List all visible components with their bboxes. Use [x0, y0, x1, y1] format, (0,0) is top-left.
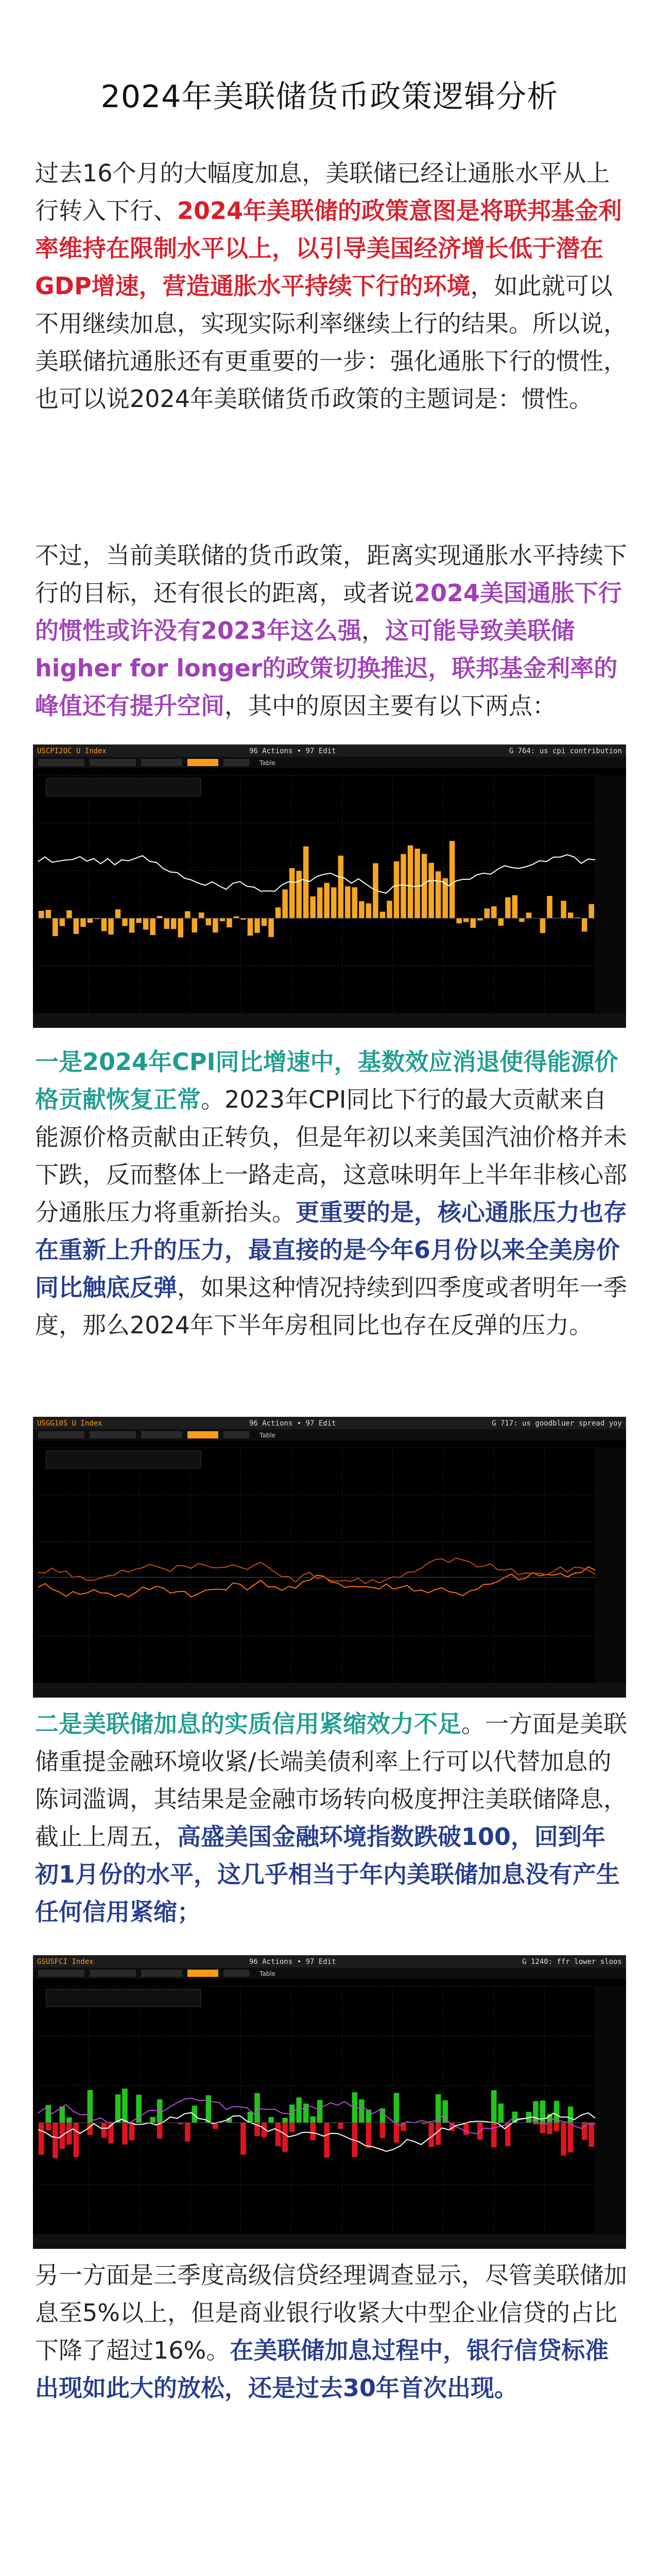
chart-bar [338, 2123, 344, 2129]
chart-bar [178, 918, 184, 937]
chart-bar [449, 841, 455, 918]
chart-bar [268, 918, 274, 937]
chart-bar [540, 918, 546, 933]
paragraph-1 [35, 155, 627, 418]
chart-bar [275, 2123, 281, 2146]
chart-bar [248, 918, 253, 936]
chart-bar [143, 918, 149, 929]
toolbar-field[interactable] [223, 1431, 249, 1438]
chart-bar [387, 901, 392, 918]
p1-run-2: ，如此就可以不用继续加息，实现实际利率继续上行的结果。所以说，美联储抗通胀还有更重要的一步：强化通胀下行的惯性，也可以说2024年美联储货币政策的主题词是：惯性。 [35, 272, 627, 413]
chart-bar [185, 911, 190, 919]
p3-run-1: 。2023年CPI同比下行的最大贡献来自能源价格贡献由正转负，但是年初以来美国汽油价格并未下跌，反而整体上一路走高，这意味明年上半年非核心部分通胀压力将重新抬头。 [35, 1086, 627, 1226]
chart-bar [289, 2123, 295, 2132]
chart-bar [568, 2123, 574, 2153]
chart-bar [101, 2123, 107, 2138]
chart-bar [463, 918, 469, 922]
chart-bar [331, 887, 337, 918]
chart-bar [561, 901, 566, 918]
chart-bar [310, 896, 316, 918]
chart-actions-menu[interactable]: 96 Actions • 97 Edit [249, 1419, 336, 1428]
chart-bar [582, 918, 587, 931]
chart-bar [457, 918, 462, 923]
chart-bar [338, 856, 344, 918]
chart-bar [512, 895, 518, 919]
chart-bar [428, 863, 434, 918]
chart-bar [282, 889, 288, 918]
chart-series-line [38, 855, 595, 893]
chart-ticker[interactable]: GSUSFCI Index [37, 1958, 94, 1966]
chart-bar [115, 2094, 121, 2123]
chart-bar [303, 846, 309, 918]
chart-bars [39, 2123, 594, 2158]
chart-bar [115, 909, 121, 918]
chart-bar [568, 912, 574, 918]
paragraph-4 [35, 1705, 627, 1931]
chart-bar [234, 917, 239, 919]
chart-bar [380, 2123, 386, 2138]
chart-bar [206, 2095, 212, 2123]
p4-run-1: 。一方面是美联储重提金融环境收紧/长端美债利率上行可以代替加息的陈词滥调，其结果是金融市场转向极度押注美联储降息，截止上周五， [35, 1710, 627, 1851]
chart-bar [129, 918, 135, 933]
chart-bar [248, 2112, 253, 2123]
chart-bar [282, 2118, 288, 2123]
toolbar-field[interactable] [187, 1431, 218, 1438]
chart-bar [547, 2123, 552, 2134]
chart-bar [526, 912, 532, 918]
chart-bar [498, 918, 504, 926]
chart-bar [227, 918, 232, 927]
chart-bar [588, 2123, 594, 2147]
chart-bar [46, 2123, 51, 2130]
chart-bar [136, 918, 142, 923]
chart-bar [150, 918, 155, 935]
chart-bar [122, 2123, 128, 2144]
table-tab[interactable]: Table [259, 1432, 276, 1439]
page-title: 2024年美联储货币政策逻辑分析 [100, 79, 559, 115]
chart-bar [463, 2123, 469, 2135]
p2-run-3: 这可能导致美联储higher for longer的政策切换推迟，联邦基金利率的峰值还有提升空间 [35, 617, 618, 720]
chart-bar [157, 916, 163, 918]
chart-bar [262, 918, 267, 926]
chart-bar [394, 861, 400, 918]
toolbar-field[interactable] [38, 759, 84, 766]
chart-bar [310, 2123, 316, 2140]
chart-bar [268, 2117, 274, 2123]
chart-bars [39, 841, 594, 937]
chart-bar [66, 2117, 72, 2123]
chart-bar [366, 2123, 372, 2148]
chart-bar [39, 911, 44, 918]
chart-bar [192, 918, 198, 933]
chart-bar [122, 2089, 128, 2123]
chart-bar [394, 2093, 400, 2123]
chart-actions-menu[interactable]: 96 Actions • 97 Edit [249, 1958, 336, 1966]
chart-bar [310, 2116, 316, 2123]
chart-bar [505, 897, 511, 919]
chart-bar [401, 854, 406, 918]
chart-bar [60, 918, 65, 926]
chart-bar [414, 849, 420, 918]
chart-bar [296, 871, 302, 918]
paragraph-3 [35, 1043, 627, 1344]
chart-bar [359, 2099, 365, 2123]
p1-run-1: 2024年美联储的政策意图是将联邦基金利率维持在限制水平以上，以引导美国经济增长低于潜在GDP增速，营造通胀水平持续下行的环境 [35, 197, 622, 300]
toolbar-field[interactable] [187, 759, 218, 766]
chart-bar [359, 901, 365, 918]
chart-bar [39, 2123, 44, 2155]
chart-bar [150, 2117, 155, 2123]
chart-bar [554, 2123, 560, 2131]
chart-bar [324, 2123, 330, 2158]
chart-bar [206, 918, 212, 925]
chart-series-line [38, 1558, 595, 1584]
chart-bar [275, 907, 281, 918]
chart-bar [129, 2123, 135, 2140]
chart-bar [157, 2123, 163, 2139]
toolbar-field[interactable] [223, 759, 249, 766]
paragraph-5 [35, 2257, 627, 2407]
toolbar-field[interactable] [141, 1970, 182, 1977]
chart-bar [547, 896, 552, 918]
toolbar-field[interactable] [38, 1431, 84, 1438]
chart-legend [46, 1989, 201, 2007]
chart-bar [185, 2123, 190, 2142]
p2-run-1: 2024美国通胀下行的惯性或许没有2023年这么强 [35, 579, 622, 645]
chart-financial-conditions [33, 1955, 626, 2249]
chart-bar [53, 918, 58, 936]
chart-bar [422, 854, 427, 918]
chart-bar [46, 910, 51, 918]
p2-run-0: 不过，当前美联储的货币政策，距离实现通胀水平持续下行的目标，还有很长的距离，或者说 [35, 541, 627, 607]
chart-bar [491, 906, 497, 918]
chart-bar [491, 2090, 497, 2123]
chart-bar [220, 918, 226, 921]
chart-ticker[interactable]: USCPI2OC U Index [37, 747, 107, 755]
chart-bar [317, 2100, 323, 2123]
toolbar-field[interactable] [141, 1431, 182, 1438]
chart-bar [289, 868, 295, 918]
chart-bar [408, 845, 413, 918]
chart-bar [101, 918, 107, 931]
chart-svg [33, 744, 626, 1028]
chart-bar [588, 904, 594, 918]
chart-bar [74, 918, 79, 934]
chart-bar [171, 918, 177, 929]
chart-bar [254, 2093, 260, 2123]
chart-bar [484, 908, 490, 918]
chart-bar [491, 2123, 497, 2147]
chart-bar [561, 2123, 566, 2156]
chart-bar [394, 2123, 400, 2143]
toolbar-field[interactable] [141, 759, 182, 766]
chart-bar [436, 2123, 441, 2145]
chart-bar [66, 2123, 72, 2144]
chart-bar [254, 918, 260, 933]
p4-run-2: 高盛美国金融环境指数跌破100，回到年初1月份的水平，这几乎相当于年内美联储加息没有产生任何信用紧缩； [35, 1823, 620, 1926]
chart-note: G 764: us cpi contribution [509, 747, 622, 755]
p5-run-1: 在美联储加息过程中，银行信贷标准出现如此大的放松，还是过去30年首次出现。 [35, 2336, 609, 2402]
chart-svg [33, 1955, 626, 2249]
chart-note: G 1240: ffr lower sloos [522, 1958, 622, 1966]
chart-bar [122, 918, 128, 926]
chart-bar [240, 2123, 246, 2155]
chart-bar [66, 910, 72, 918]
chart-bar [213, 918, 218, 933]
chart-bar [471, 918, 476, 928]
chart-bar [324, 883, 330, 919]
toolbar-field[interactable] [187, 1970, 218, 1977]
chart-bar [164, 918, 169, 929]
chart-series-line [38, 1567, 595, 1597]
chart-bar [352, 887, 358, 918]
paragraph-2 [35, 537, 627, 725]
chart-bar [80, 918, 86, 927]
chart-bar [88, 918, 93, 923]
p5-run-0: 另一方面是三季度高级信贷经理调查显示，尽管美联储加息至5%以上，但是商业银行收紧大中型企业信贷的占比下降了超过16%。 [35, 2261, 627, 2364]
p2-run-2: ， [361, 617, 386, 645]
chart-bar [380, 912, 386, 919]
p3-run-0: 一是2024年CPI同比增速中，基数效应消退使得能源价格贡献恢复正常 [35, 1048, 618, 1113]
chart-cpi-contribution [33, 744, 626, 1028]
toolbar-field[interactable] [90, 759, 136, 766]
p2-run-4: ，其中的原因主要有以下两点： [224, 692, 556, 720]
toolbar-field[interactable] [90, 1431, 136, 1438]
chart-legend [46, 1451, 201, 1468]
chart-svg [33, 1417, 626, 1698]
p3-run-2: 更重要的是，核心通胀压力也存在重新上升的压力，最直接的是今年6月份以来全美房价同比触底反弹 [35, 1198, 627, 1301]
chart-bar [366, 2110, 372, 2123]
p4-run-0: 二是美联储加息的实质信用紧缩效力不足 [35, 1710, 461, 1738]
chart-bars [46, 2089, 587, 2123]
chart-note: G 717: us goodbluer spread yoy [492, 1419, 622, 1428]
table-tab[interactable]: Table [259, 1970, 276, 1977]
toolbar-field[interactable] [90, 1970, 136, 1977]
chart-bar [108, 918, 114, 935]
chart-bar [366, 903, 372, 918]
chart-legend [46, 778, 201, 796]
chart-bar [53, 2123, 58, 2158]
chart-bar [477, 918, 483, 921]
table-tab[interactable]: Table [259, 759, 276, 767]
chart-bar [282, 2123, 288, 2152]
chart-ticker[interactable]: USGG10S U Index [37, 1419, 102, 1428]
p3-run-3: ，如果这种情况持续到四季度或者明年一季度，那么2024年下半年房租同比也存在反弹的压力。 [35, 1274, 627, 1339]
toolbar-field[interactable] [223, 1970, 249, 1977]
toolbar-field[interactable] [38, 1970, 84, 1977]
chart-bar [568, 2107, 574, 2123]
chart-bar [345, 886, 351, 918]
chart-bar [74, 2123, 79, 2157]
chart-bar [436, 871, 441, 918]
chart-bar [317, 887, 323, 918]
p1-run-0: 过去16个月的大幅度加息，美联储已经让通胀水平从上行转入下行、 [35, 159, 610, 225]
chart-bar [46, 2105, 51, 2123]
chart-bar [533, 2101, 539, 2123]
chart-house-price [33, 1417, 626, 1698]
chart-bar [199, 912, 204, 918]
chart-bar [519, 918, 525, 922]
chart-bar [498, 2104, 504, 2123]
chart-series-line [38, 2098, 595, 2134]
chart-actions-menu[interactable]: 96 Actions • 97 Edit [249, 747, 336, 755]
